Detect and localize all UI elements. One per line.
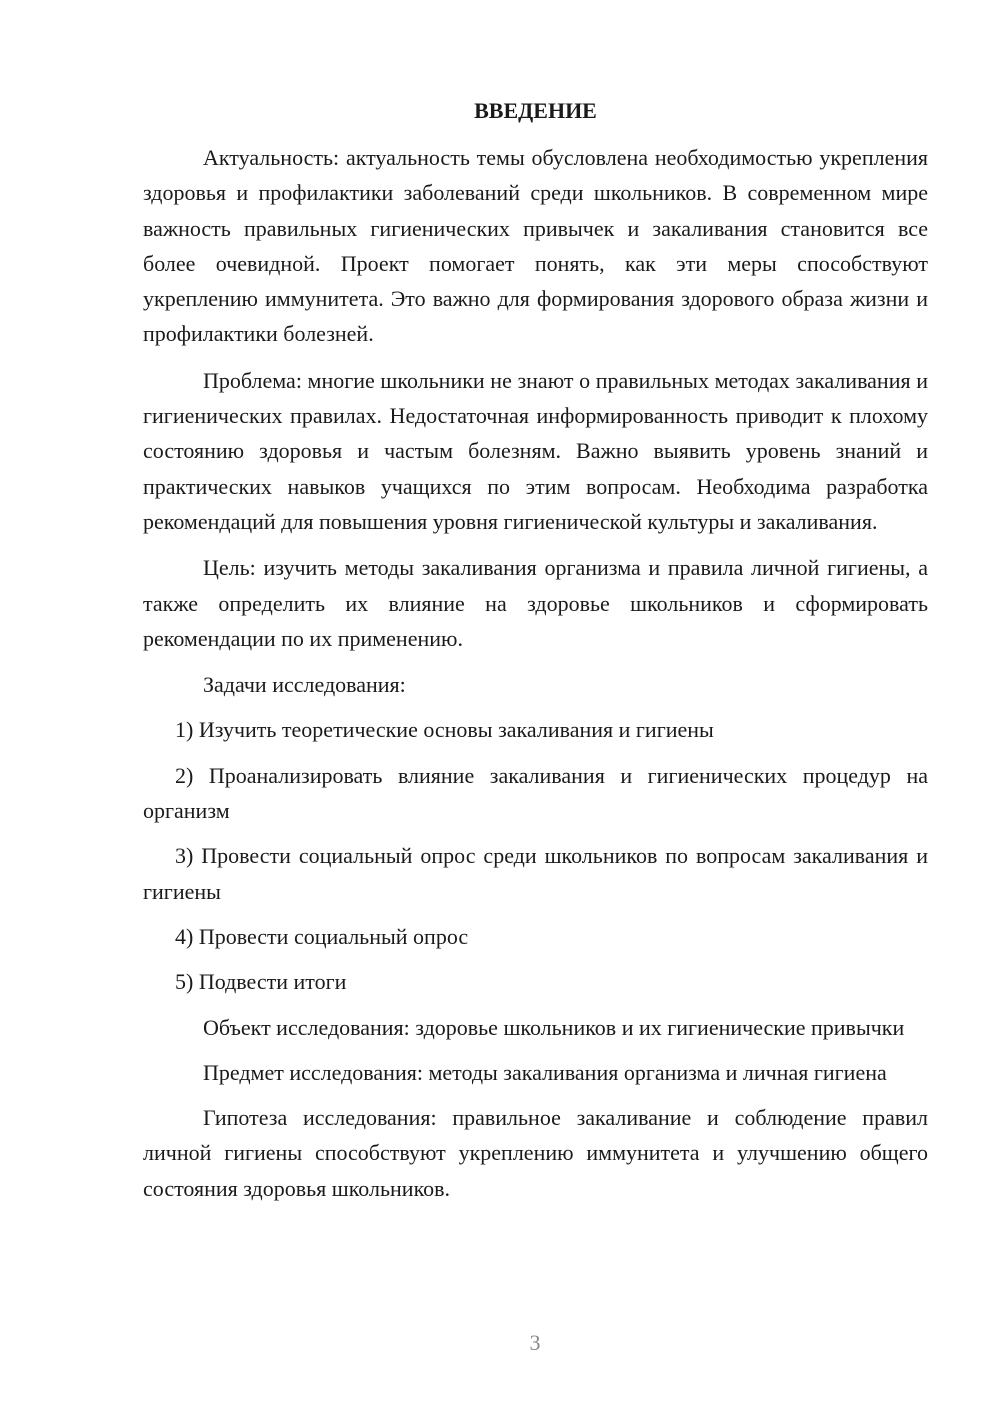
problem-paragraph: Проблема: многие школьники не знают о правильных методах закаливания и гигиенических правилах. Недостаточная информированность приводит к плохому состоянию здоровья и частым болезням. Важно выявить уровень знаний и практических навыков учащихся по этим вопросам. Необходима разработка рекомендаций для повышения уровня гигиенической культуры и закаливания. xyxy=(143,367,928,534)
object-paragraph: Объект исследования: здоровье школьников и их гигиенические привычки xyxy=(203,1014,905,1040)
tasks-heading: Задачи исследования: xyxy=(203,672,406,698)
page-number: 3 xyxy=(529,1330,541,1355)
task-item-3: 3) Провести социальный опрос среди школьников по вопросам закаливания и гигиены xyxy=(143,843,928,904)
task-item-2: 2) Проанализировать влияние закаливания и гигиенических процедур на организм xyxy=(143,762,928,824)
subject-paragraph: Предмет исследования: методы закаливания организма и личная гигиена xyxy=(203,1059,887,1085)
document-page xyxy=(143,94,928,1206)
hypothesis-paragraph: Гипотеза исследования: правильное закаливание и соблюдение правил личной гигиены способствуют укреплению иммунитета и улучшению общего состояния здоровья школьников. xyxy=(143,1105,928,1201)
relevance-paragraph: Актуальность: актуальность темы обусловлена необходимостью укрепления здоровья и профилактики заболеваний среди школьников. В современном мире важность правильных гигиенических привычек и закаливания становится все более очевидной. Проект помогает понять, как эти меры способствуют укреплению иммунитета. Это важно для формирования здорового образа жизни и профилактики болезней. xyxy=(143,145,928,347)
page-title: ВВЕДЕНИЕ xyxy=(474,98,597,123)
task-item-1: 1) Изучить теоретические основы закаливания и гигиены xyxy=(175,717,714,743)
goal-paragraph: Цель: изучить методы закаливания организма и правила личной гигиены, а также определить их влияние на здоровье школьников и сформировать рекомендации по их применению. xyxy=(143,555,928,651)
task-item-4: 4) Провести социальный опрос xyxy=(175,923,469,949)
task-item-5: 5) Подвести итоги xyxy=(175,969,347,995)
